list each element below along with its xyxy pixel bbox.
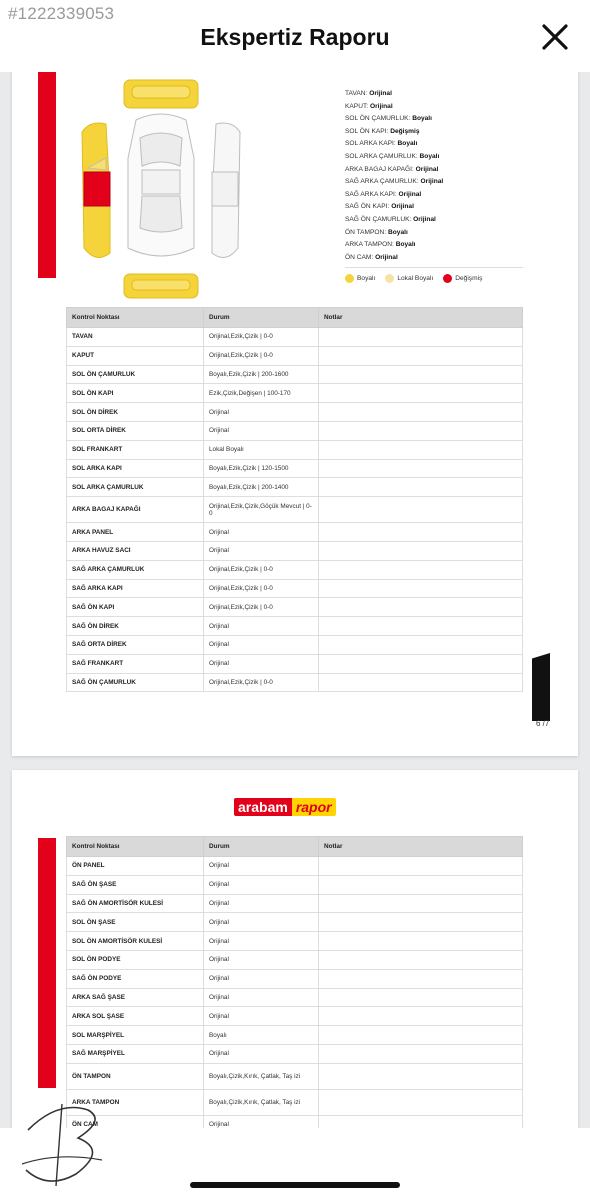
part-name: ÖN CAM: [345, 253, 374, 261]
page-number: 6 /7 [536, 719, 550, 728]
table-row [67, 617, 523, 636]
check-point-cell: SAĞ ÖN AMORTİSÖR KULESİ [67, 894, 204, 913]
notes-cell [319, 579, 523, 598]
column-header-notes: Notlar [319, 837, 523, 857]
status-cell: Orijinal [204, 1044, 319, 1063]
part-name: TAVAN: [345, 90, 368, 97]
part-state: Orijinal [375, 253, 398, 261]
check-point-cell: SAĞ FRANKART [67, 654, 204, 673]
part-name: ÖN TAMPON: [345, 228, 387, 236]
table-row [67, 384, 523, 403]
status-cell: Orijinal [204, 950, 319, 969]
notes-cell [319, 654, 523, 673]
part-state: Boyalı [419, 152, 440, 160]
notes-cell [319, 497, 523, 523]
part-name: SAĞ ARKA ÇAMURLUK: [345, 178, 419, 186]
legend-key-local-painted: Lokal Boyalı [385, 274, 433, 283]
status-cell: Boyalı,Ezik,Çizik | 120-1500 [204, 459, 319, 478]
notes-cell [319, 969, 523, 988]
car-damage-diagram [76, 78, 246, 300]
check-point-cell: ARKA SAĞ ŞASE [67, 988, 204, 1007]
check-point-cell: ÖN CAM [67, 1115, 204, 1128]
part-status-row [345, 101, 443, 114]
inspection-table-1 [66, 307, 523, 692]
table-row [67, 932, 523, 951]
status-cell: Orijinal,Ezik,Çizik | 0-0 [204, 579, 319, 598]
check-point-cell: TAVAN [67, 328, 204, 347]
status-cell: Orijinal,Ezik,Çizik | 0-0 [204, 328, 319, 347]
notes-cell [319, 1007, 523, 1026]
home-indicator[interactable] [190, 1182, 400, 1188]
notes-cell [319, 932, 523, 951]
notes-cell [319, 1026, 523, 1045]
document-viewer[interactable] [0, 72, 590, 1128]
check-point-cell: SOL ÖN AMORTİSÖR KULESİ [67, 932, 204, 951]
header [0, 0, 590, 72]
status-cell: Orijinal [204, 617, 319, 636]
part-name: SOL ARKA ÇAMURLUK: [345, 152, 418, 160]
column-header-status: Durum [204, 837, 319, 857]
part-name: SOL ÖN KAPI: [345, 127, 389, 135]
part-status-row [345, 239, 443, 252]
status-cell: Orijinal [204, 932, 319, 951]
table-row [67, 673, 523, 692]
table-row [67, 988, 523, 1007]
status-cell: Orijinal,Ezik,Çizik | 0-0 [204, 598, 319, 617]
report-page-7 [12, 770, 578, 1128]
table-header-row [67, 837, 523, 857]
color-legend [345, 274, 482, 283]
part-state: Orijinal [413, 215, 436, 223]
check-point-cell: SOL ÖN PODYE [67, 950, 204, 969]
table-row [67, 328, 523, 347]
check-point-cell: ARKA BAGAJ KAPAĞI [67, 497, 204, 523]
part-name: ARKA TAMPON: [345, 241, 394, 249]
part-state: Boyalı [412, 115, 432, 123]
check-point-cell: ARKA HAVUZ SACI [67, 541, 204, 560]
status-cell: Orijinal [204, 857, 319, 876]
status-cell: Orijinal [204, 635, 319, 654]
part-state: Boyalı [388, 228, 408, 236]
notes-cell [319, 384, 523, 403]
notes-cell [319, 1089, 523, 1115]
status-cell: Lokal Boyalı [204, 440, 319, 459]
legend-key-painted: Boyalı [345, 274, 375, 283]
report-page-6 [12, 72, 578, 756]
left-front-door [84, 172, 110, 206]
red-accent-bar [38, 72, 56, 278]
part-name: SAĞ ÖN KAPI: [345, 203, 390, 211]
part-state: Değişmiş [390, 127, 420, 135]
notes-cell [319, 346, 523, 365]
table-row [67, 421, 523, 440]
status-cell: Orijinal [204, 523, 319, 542]
check-point-cell: SAĞ ÖN PODYE [67, 969, 204, 988]
check-point-cell: SAĞ ARKA KAPI [67, 579, 204, 598]
column-header-check: Kontrol Noktası [67, 308, 204, 328]
table-row [67, 403, 523, 422]
table-row [67, 857, 523, 876]
check-point-cell: SOL ÖN DİREK [67, 403, 204, 422]
part-name: SOL ÖN ÇAMURLUK: [345, 115, 411, 123]
check-point-cell: SAĞ ÖN ÇAMURLUK [67, 673, 204, 692]
notes-cell [319, 950, 523, 969]
check-point-cell: SAĞ ÖN ŞASE [67, 875, 204, 894]
notes-cell [319, 478, 523, 497]
column-header-notes: Notlar [319, 308, 523, 328]
part-name: SAĞ ARKA KAPI: [345, 190, 397, 198]
notes-cell [319, 523, 523, 542]
part-status-row [345, 113, 443, 126]
status-cell: Boyalı,Ezik,Çizik | 200-1400 [204, 478, 319, 497]
table-row [67, 346, 523, 365]
table-row [67, 541, 523, 560]
status-cell: Orijinal,Ezik,Çizik | 0-0 [204, 346, 319, 365]
part-state: Orijinal [420, 178, 444, 186]
status-cell: Orijinal [204, 969, 319, 988]
table-row [67, 875, 523, 894]
notes-cell [319, 1044, 523, 1063]
check-point-cell: ÖN PANEL [67, 857, 204, 876]
check-point-cell: SAĞ ÖN KAPI [67, 598, 204, 617]
status-cell: Orijinal [204, 654, 319, 673]
notes-cell [319, 913, 523, 932]
notes-cell [319, 988, 523, 1007]
legend-key-changed: Değişmiş [443, 274, 482, 283]
table-row [67, 365, 523, 384]
notes-cell [319, 635, 523, 654]
part-state: Boyalı [395, 241, 416, 249]
table-row [67, 969, 523, 988]
notes-cell [319, 365, 523, 384]
table-row [67, 440, 523, 459]
check-point-cell: SAĞ ORTA DİREK [67, 635, 204, 654]
table-row [67, 560, 523, 579]
notes-cell [319, 857, 523, 876]
table-row [67, 635, 523, 654]
check-point-cell: KAPUT [67, 346, 204, 365]
status-cell: Orijinal,Ezik,Çizik,Göçük Mevcut | 0-0 [204, 497, 319, 523]
part-state: Boyalı [397, 140, 418, 148]
part-state: Orijinal [391, 203, 414, 211]
check-point-cell: ARKA SOL ŞASE [67, 1007, 204, 1026]
table-row [67, 459, 523, 478]
check-point-cell: ARKA PANEL [67, 523, 204, 542]
table-row [67, 497, 523, 523]
status-cell: Boyalı,Çizik,Kırık, Çatlak, Taş izi [204, 1089, 319, 1115]
part-status-row [345, 214, 443, 227]
changed-dot-icon [443, 274, 452, 283]
status-cell: Orijinal [204, 403, 319, 422]
part-status-row [345, 201, 443, 214]
status-cell: Orijinal [204, 1007, 319, 1026]
table-row [67, 894, 523, 913]
divider [345, 267, 523, 268]
status-cell: Orijinal [204, 988, 319, 1007]
status-cell: Ezik,Çizik,Değişen | 100-170 [204, 384, 319, 403]
painted-dot-icon [345, 274, 354, 283]
notes-cell [319, 421, 523, 440]
notes-cell [319, 1063, 523, 1089]
status-cell: Orijinal [204, 421, 319, 440]
part-status-row [345, 189, 443, 202]
part-state: Orijinal [415, 165, 439, 173]
table-row [67, 913, 523, 932]
page-tab-marker [532, 653, 550, 721]
table-row [67, 654, 523, 673]
status-cell: Orijinal [204, 1115, 319, 1128]
table-row [67, 598, 523, 617]
page-title: Ekspertiz Raporu [200, 24, 390, 50]
status-cell: Orijinal [204, 913, 319, 932]
check-point-cell: SOL MARŞPİYEL [67, 1026, 204, 1045]
table-row [67, 478, 523, 497]
check-point-cell: SAĞ ÖN DİREK [67, 617, 204, 636]
status-cell: Boyalı [204, 1026, 319, 1045]
notes-cell [319, 459, 523, 478]
table-row [67, 523, 523, 542]
status-cell: Boyalı,Ezik,Çizik | 200-1600 [204, 365, 319, 384]
notes-cell [319, 403, 523, 422]
status-cell: Boyalı,Çizik,Kırık, Çatlak, Taş izi [204, 1063, 319, 1089]
table-header-row [67, 308, 523, 328]
local-painted-dot-icon [385, 274, 394, 283]
part-state: Orijinal [369, 90, 392, 97]
part-status-row [345, 252, 443, 265]
notes-cell [319, 560, 523, 579]
notes-cell [319, 617, 523, 636]
notes-cell [319, 440, 523, 459]
column-header-status: Durum [204, 308, 319, 328]
check-point-cell: SOL ARKA ÇAMURLUK [67, 478, 204, 497]
table-row [67, 1063, 523, 1089]
column-header-check: Kontrol Noktası [67, 837, 204, 857]
status-cell: Orijinal [204, 894, 319, 913]
part-name: KAPUT: [345, 102, 369, 110]
table-row [67, 1115, 523, 1128]
part-name: SOL ARKA KAPI: [345, 140, 396, 148]
notes-cell [319, 541, 523, 560]
table-row [67, 579, 523, 598]
part-name: SAĞ ÖN ÇAMURLUK: [345, 215, 412, 223]
red-accent-bar [38, 838, 56, 1088]
table-row [67, 1007, 523, 1026]
part-status-row [345, 176, 443, 189]
part-status-row [345, 138, 443, 151]
part-status-list [345, 88, 443, 264]
part-status-row [345, 227, 443, 240]
watermark-id: #1222339053 [8, 4, 115, 23]
part-status-row [345, 88, 443, 101]
notes-cell [319, 875, 523, 894]
notes-cell [319, 598, 523, 617]
arabam-rapor-logo: arabam rapor [234, 798, 336, 816]
notes-cell [319, 894, 523, 913]
part-name: ARKA BAGAJ KAPAĞI: [345, 165, 414, 173]
close-icon[interactable] [540, 22, 570, 52]
table-row [67, 1044, 523, 1063]
status-cell: Orijinal [204, 875, 319, 894]
part-status-row [345, 164, 443, 177]
check-point-cell: SOL ARKA KAPI [67, 459, 204, 478]
check-point-cell: ARKA TAMPON [67, 1089, 204, 1115]
part-status-row [345, 126, 443, 139]
inspection-table-2 [66, 836, 523, 1128]
check-point-cell: SOL ÖN KAPI [67, 384, 204, 403]
check-point-cell: ÖN TAMPON [67, 1063, 204, 1089]
status-cell: Orijinal,Ezik,Çizik | 0-0 [204, 673, 319, 692]
table-row [67, 1089, 523, 1115]
check-point-cell: SOL ÖN ŞASE [67, 913, 204, 932]
notes-cell [319, 1115, 523, 1128]
check-point-cell: SOL FRANKART [67, 440, 204, 459]
status-cell: Orijinal [204, 541, 319, 560]
table-row [67, 1026, 523, 1045]
check-point-cell: SAĞ ARKA ÇAMURLUK [67, 560, 204, 579]
signature-mark [18, 1090, 108, 1190]
notes-cell [319, 673, 523, 692]
part-state: Orijinal [369, 102, 393, 110]
check-point-cell: SAĞ MARŞPİYEL [67, 1044, 204, 1063]
status-cell: Orijinal,Ezik,Çizik | 0-0 [204, 560, 319, 579]
check-point-cell: SOL ÖN ÇAMURLUK [67, 365, 204, 384]
check-point-cell: SOL ORTA DİREK [67, 421, 204, 440]
table-row [67, 950, 523, 969]
notes-cell [319, 328, 523, 347]
part-status-row [345, 151, 443, 164]
part-state: Orijinal [398, 190, 422, 198]
